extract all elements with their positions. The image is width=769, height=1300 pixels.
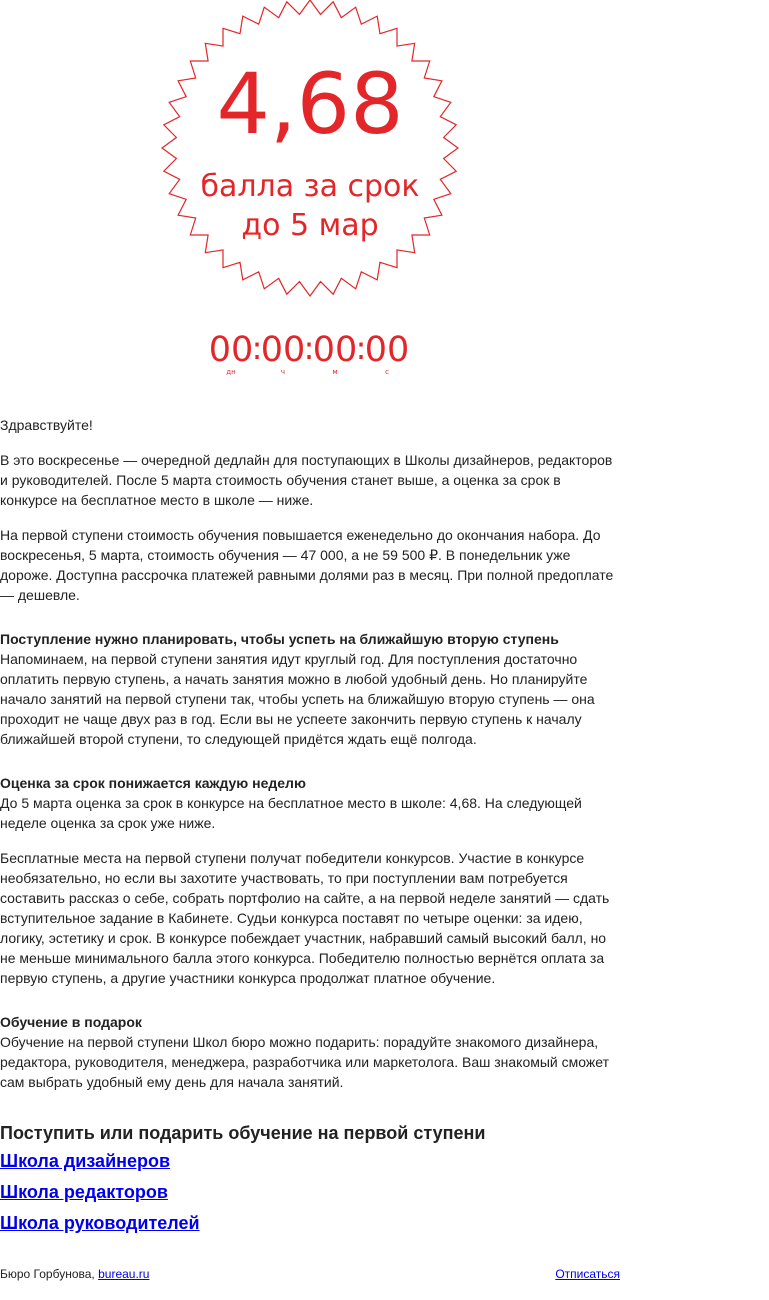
timer-days-unit: дн bbox=[226, 368, 236, 376]
timer-separator: : bbox=[251, 329, 263, 367]
badge-number: 4,68 bbox=[216, 55, 404, 153]
score-text: До 5 марта оценка за срок в конкурсе на бесплатное место в школе: 4,68. На следующей неделе оценка за срок уже ниже. bbox=[0, 795, 582, 831]
contest-paragraph: Бесплатные места на первой ступени получат победители конкурсов. Участие в конкурсе необязательно, но если вы захотите участвовать, то при поступлении вам потребуется составить рассказ о себе, собрать портфолио на сайте, а на первой неделе занятий — сдать вступительное задание в Кабинете. Судьи конкурса поставят по четыре оценки: за идею, логику, эстетику и срок. В конкурсе побеждает участник, набравший самый высокий балл, но не меньше минимального балла этого конкурса. Победителю полностью вернётся оплата за первую ступень, а другие участники конкурса продолжат платное обучение. bbox=[0, 850, 610, 986]
countdown-timer bbox=[205, 328, 415, 380]
planning-title: Поступление нужно планировать, чтобы успеть на ближайшую вторую ступень bbox=[0, 631, 559, 647]
timer-hours-value: 00 bbox=[260, 330, 306, 370]
timer-hours-unit: ч bbox=[280, 368, 286, 376]
designers-school-link[interactable]: Школа дизайнеров bbox=[0, 1151, 171, 1171]
unsubscribe-link[interactable]: Отписаться bbox=[555, 1267, 620, 1281]
intro-paragraph: В это воскресенье — очередной дедлайн для поступающих в Школы дизайнеров, редакторов и руководителей. После 5 марта стоимость обучения станет выше, а оценка за срок в конкурсе на бесплатное место в школе — ниже. bbox=[0, 452, 613, 508]
badge-line-2: до 5 мар bbox=[241, 208, 379, 243]
gift-title: Обучение в подарок bbox=[0, 1014, 142, 1030]
footer-company: Бюро Горбунова, bbox=[0, 1267, 99, 1281]
timer-days-value: 00 bbox=[208, 330, 254, 370]
managers-school-link[interactable]: Школа руководителей bbox=[0, 1213, 200, 1233]
timer-separator: : bbox=[355, 329, 367, 367]
gift-text: Обучение на первой ступени Школ бюро можно подарить: порадуйте знакомого дизайнера, редактора, руководителя, менеджера, разработчика или маркетолога. Ваш знакомый сможет сам выбрать удобный ему день для начала занятий. bbox=[0, 1034, 609, 1090]
score-section bbox=[0, 773, 620, 833]
price-paragraph: На первой ступени стоимость обучения повышается еженедельно до окончания набора. До воскресенья, 5 марта, стоимость обучения — 47 000, а не 59 500 ₽. В понедельник уже дороже. Доступна рассрочка платежей равными долями раз в месяц. При полной предоплате — дешевле. bbox=[0, 527, 614, 603]
greeting: Здравствуйте! bbox=[0, 417, 93, 433]
gift-section bbox=[0, 1012, 620, 1092]
timer-separator: : bbox=[303, 329, 315, 367]
timer-seconds-unit: с bbox=[385, 368, 389, 376]
planning-text: Напоминаем, на первой ступени занятия идут круглый год. Для поступления достаточно оплатить первую ступень, а начать занятия можно в любой удобный день. Но планируйте начало занятий на первой ступени так, чтобы успеть на ближайшую вторую ступень — она проходит не чаще двух раз в год. Если вы не успеете закончить первую ступень к началу ближайшей второй ступени, то следующей придётся ждать ещё полгода. bbox=[0, 651, 595, 747]
timer-minutes-unit: м bbox=[332, 368, 338, 376]
countdown-svg bbox=[205, 328, 415, 380]
cta-title: Поступить или подарить обучение на первой ступени bbox=[0, 1123, 486, 1143]
bureau-site-link[interactable]: bureau.ru bbox=[98, 1267, 150, 1281]
letter-content bbox=[0, 415, 620, 1239]
score-title: Оценка за срок понижается каждую неделю bbox=[0, 775, 306, 791]
cta-block bbox=[0, 1120, 620, 1239]
editors-school-link[interactable]: Школа редакторов bbox=[0, 1182, 168, 1202]
badge-svg bbox=[160, 0, 460, 300]
badge-line-1: балла за срок bbox=[200, 169, 420, 204]
planning-section bbox=[0, 629, 620, 749]
footer bbox=[0, 1266, 620, 1282]
timer-minutes-value: 00 bbox=[312, 330, 358, 370]
score-badge bbox=[160, 0, 460, 300]
timer-seconds-value: 00 bbox=[364, 330, 410, 370]
